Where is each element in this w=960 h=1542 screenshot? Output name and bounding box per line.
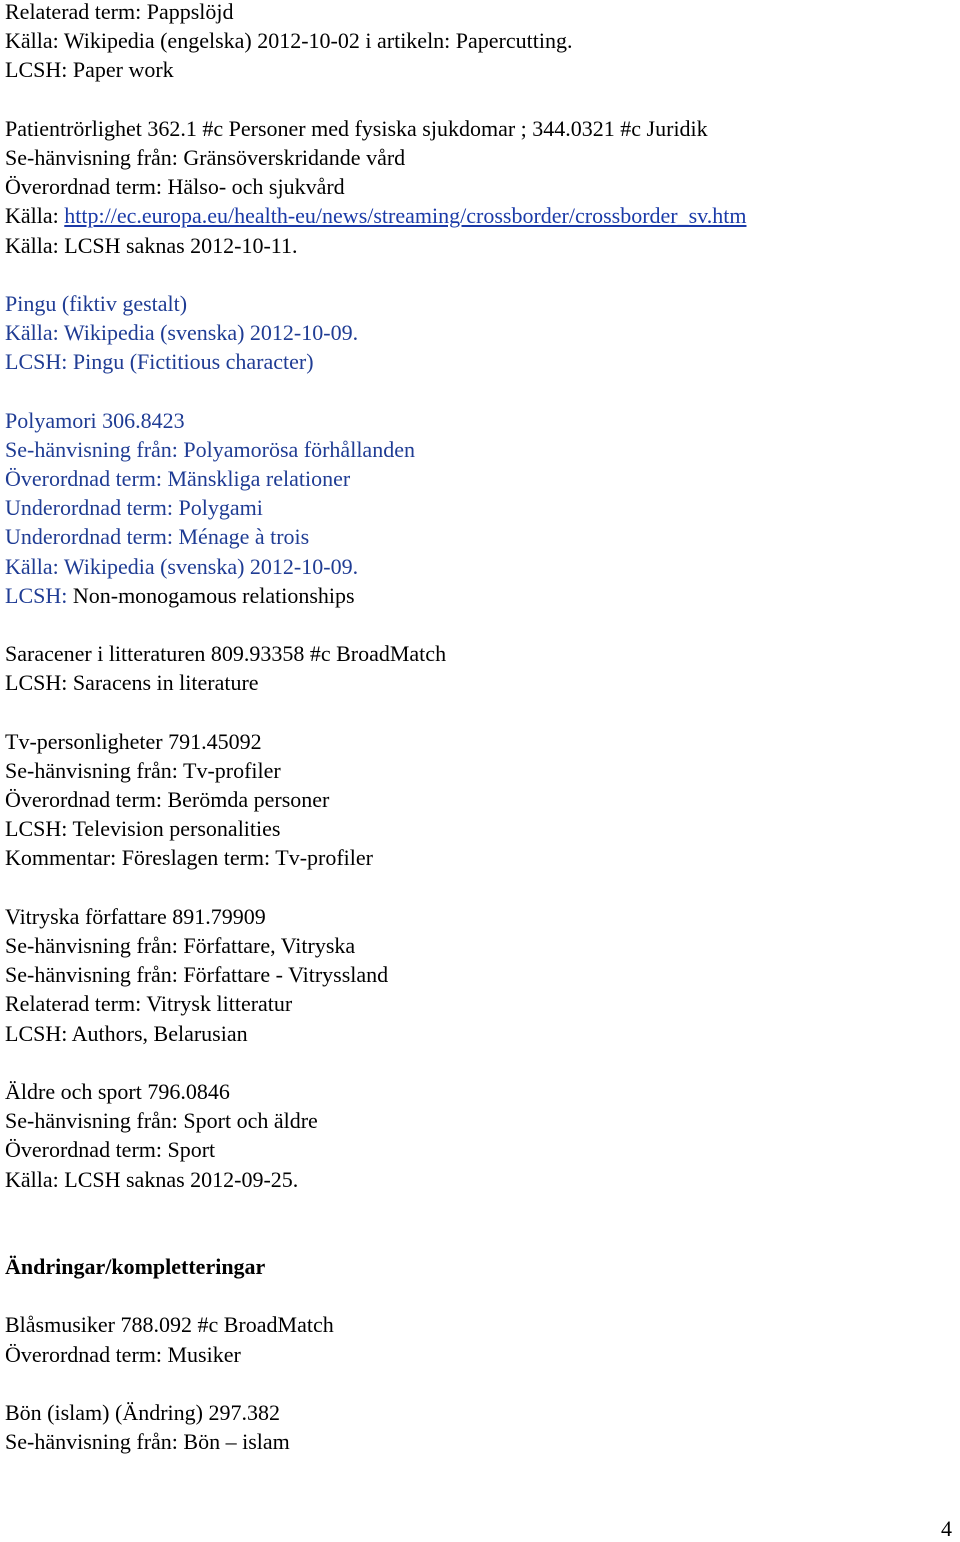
entry-line: LCSH: Authors, Belarusian	[5, 1020, 248, 1046]
entry-heading: Saracener i litteraturen 809.93358 #c BroadMatch	[5, 641, 447, 667]
entry-tv-personligheter	[5, 727, 955, 873]
entry-line: Se-hänvisning från: Författare, Vitryska	[5, 933, 356, 958]
entry-line: Underordnad term: Ménage à trois	[5, 524, 310, 550]
source-label: Källa:	[5, 203, 65, 229]
entry-line: Källa: Wikipedia (svenska) 2012-10-09.	[5, 553, 359, 579]
entry-line: Överordnad term: Hälso- och sjukvård	[5, 174, 345, 200]
entry-line: Källa: LCSH saknas 2012-10-11.	[5, 232, 298, 258]
lcsh-value: Non-monogamous relationships	[67, 582, 355, 608]
entry-line: Se-hänvisning från: Författare - Vitryssland	[5, 962, 389, 988]
entry-line: Överordnad term: Sport	[5, 1137, 216, 1163]
entry-heading: Polyamori 306.8423	[5, 407, 185, 433]
source-link[interactable]: http://ec.europa.eu/health-eu/news/streaming/crossborder/crossborder_sv.htm	[64, 203, 747, 229]
entry-heading: Patientrörlighet 362.1 #c Personer med fysiska sjukdomar ; 344.0321 #c Juridik	[5, 115, 708, 141]
entry-line: Se-hänvisning från: Sport och äldre	[5, 1108, 318, 1134]
lcsh-label: LCSH:	[5, 582, 68, 608]
entry-vitryska-forfattare	[5, 902, 955, 1048]
entry-line: Relaterad term: Vitrysk litteratur	[5, 991, 293, 1017]
entry-pingu	[5, 289, 955, 377]
entry-heading: Vitryska författare 891.79909	[5, 903, 266, 929]
entry-heading: Äldre och sport 796.0846	[5, 1078, 230, 1104]
entry-heading: Blåsmusiker 788.092 #c BroadMatch	[5, 1312, 334, 1338]
entry-line: LCSH: Pingu (Fictitious character)	[5, 349, 314, 375]
entry-patientrorlighet	[5, 114, 955, 260]
entry-papercutting	[5, 0, 955, 85]
entry-line: Källa: LCSH saknas 2012-09-25.	[5, 1166, 299, 1192]
entry-line: Se-hänvisning från: Polyamorösa förhållanden	[5, 436, 415, 462]
entry-line: Kommentar: Föreslagen term: Tv-profiler	[5, 845, 373, 871]
entry-line: Se-hänvisning från: Bön – islam	[5, 1429, 290, 1455]
entry-polyamori	[5, 406, 955, 610]
entry-line: Källa: Wikipedia (svenska) 2012-10-09.	[5, 320, 359, 346]
entry-line: Källa: Wikipedia (engelska) 2012-10-02 i artikeln: Papercutting.	[5, 28, 573, 54]
entry-line: Se-hänvisning från: Gränsöverskridande vård	[5, 144, 406, 170]
change-bon-islam	[5, 1398, 955, 1456]
page-number: 4	[941, 1516, 952, 1541]
section-heading: Ändringar/kompletteringar	[5, 1254, 266, 1280]
entry-saracener	[5, 639, 955, 697]
entry-line: Överordnad term: Berömda personer	[5, 787, 330, 813]
change-blasmusiker	[5, 1310, 955, 1368]
entry-line: Se-hänvisning från: Tv-profiler	[5, 757, 281, 783]
entry-aldre-och-sport	[5, 1077, 955, 1194]
entry-line: Överordnad term: Musiker	[5, 1341, 241, 1367]
entry-line: Relaterad term: Pappslöjd	[5, 0, 234, 24]
entry-line: Överordnad term: Mänskliga relationer	[5, 466, 351, 491]
entry-line: LCSH: Paper work	[5, 57, 174, 83]
source-link-line	[5, 201, 955, 230]
entry-line: LCSH: Saracens in literature	[5, 670, 259, 696]
document-page	[5, 0, 955, 1456]
entry-heading: Tv-personligheter 791.45092	[5, 728, 262, 754]
lcsh-line	[5, 581, 955, 610]
entry-line: Underordnad term: Polygami	[5, 495, 263, 521]
entry-line: LCSH: Television personalities	[5, 816, 281, 842]
entry-heading: Pingu (fiktiv gestalt)	[5, 290, 188, 316]
entry-heading: Bön (islam) (Ändring) 297.382	[5, 1400, 280, 1425]
